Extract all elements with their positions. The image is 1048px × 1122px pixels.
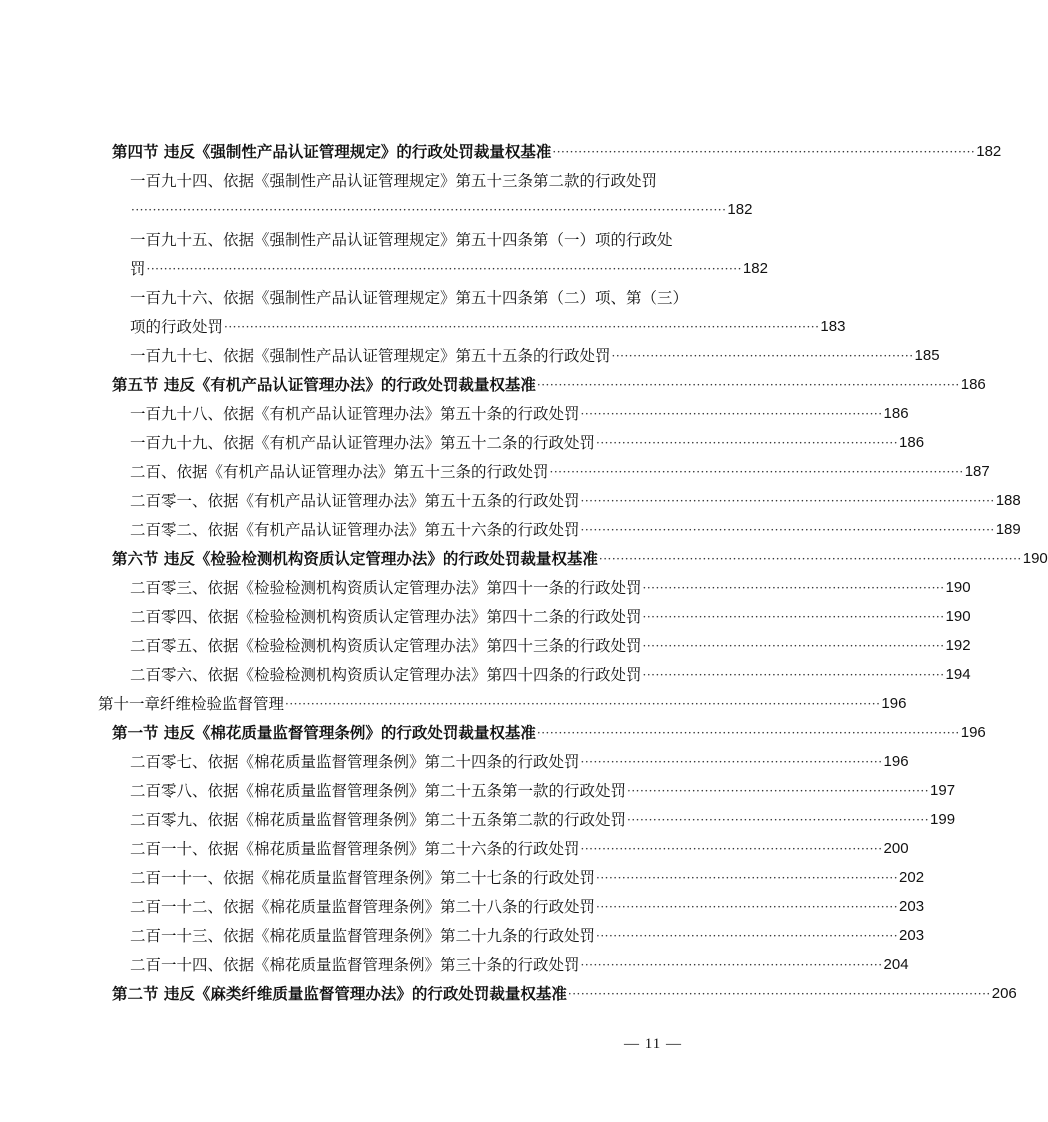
toc-entry-page: 203 xyxy=(899,898,925,915)
leader-dots: ······································································ xyxy=(642,639,945,653)
toc-entry-title: 二百零七、依据《棉花质量监督管理条例》第二十四条的行政处罚 xyxy=(130,753,580,771)
toc-entry-page: 186 xyxy=(960,376,986,393)
toc-entry-page: 189 xyxy=(995,521,1021,538)
toc-entry-page: 206 xyxy=(991,985,1017,1002)
toc-item-195-cont xyxy=(130,259,768,279)
toc-entry-title: 二百一十一、依据《棉花质量监督管理条例》第二十七条的行政处罚 xyxy=(130,869,596,887)
toc-section-4[interactable] xyxy=(112,142,1002,162)
toc-entry-page: 190 xyxy=(945,579,971,596)
leader-dots: ······································································ xyxy=(580,958,883,972)
toc-entry-title: 一百九十九、依据《有机产品认证管理办法》第五十二条的行政处罚 xyxy=(130,434,596,452)
leader-dots: ·········································································································································· xyxy=(131,203,727,217)
toc-entry-title: 一百九十七、依据《强制性产品认证管理规定》第五十五条的行政处罚 xyxy=(130,347,611,365)
toc-item-196[interactable] xyxy=(130,288,689,308)
toc-item-211[interactable] xyxy=(130,868,925,888)
toc-section-6[interactable] xyxy=(112,549,1048,569)
toc-entry-page: 202 xyxy=(899,869,925,886)
leader-dots: ·········································································································································· xyxy=(224,320,820,334)
toc-entry-title: 一百九十四、依据《强制性产品认证管理规定》第五十三条第二款的行政处罚 xyxy=(130,172,658,190)
toc-entry-page: 183 xyxy=(820,318,846,335)
toc-entry-page: 192 xyxy=(945,637,971,654)
toc-entry-page: 188 xyxy=(995,492,1021,509)
toc-entry-page: 182 xyxy=(742,260,768,277)
toc-entry-title: 二百零一、依据《有机产品认证管理办法》第五十五条的行政处罚 xyxy=(130,492,580,510)
toc-item-213[interactable] xyxy=(130,926,925,946)
toc-entry-page: 190 xyxy=(945,608,971,625)
leader-dots: ·········································································································································· xyxy=(146,262,742,276)
toc-entry-title: 二百一十、依据《棉花质量监督管理条例》第二十六条的行政处罚 xyxy=(130,840,580,858)
toc-entry-page: 194 xyxy=(945,666,971,683)
toc-entry-page: 196 xyxy=(881,695,907,712)
toc-entry-page: 182 xyxy=(976,143,1002,160)
toc-item-196-cont xyxy=(130,317,846,337)
page-number: — 11 — xyxy=(624,1036,682,1052)
toc-entry-page: 196 xyxy=(883,753,909,770)
toc-item-209[interactable] xyxy=(130,810,956,830)
toc-entry-title: 二百一十三、依据《棉花质量监督管理条例》第二十九条的行政处罚 xyxy=(130,927,596,945)
toc-item-194-cont xyxy=(130,200,753,220)
leader-dots: ·································································································· xyxy=(552,145,976,159)
toc-entry-page: 186 xyxy=(899,434,925,451)
toc-entry-title: 第二节 违反《麻类纤维质量监督管理办法》的行政处罚裁量权基准 xyxy=(112,985,567,1003)
toc-entry-title-cont: 罚 xyxy=(130,260,146,278)
toc-item-199[interactable] xyxy=(130,433,925,453)
leader-dots: ······································································ xyxy=(580,755,883,769)
toc-entry-title-cont: 项的行政处罚 xyxy=(130,318,224,336)
toc-item-201[interactable] xyxy=(130,491,1021,511)
toc-entry-page: 199 xyxy=(930,811,956,828)
toc-section-2[interactable] xyxy=(112,984,1017,1004)
toc-item-195[interactable] xyxy=(130,230,682,250)
leader-dots: ······································································ xyxy=(580,842,883,856)
toc-entry-title: 二百零六、依据《检验检测机构资质认定管理办法》第四十四条的行政处罚 xyxy=(130,666,642,684)
toc-item-202[interactable] xyxy=(130,520,1021,540)
leader-dots: ······································································ xyxy=(642,668,945,682)
toc-entry-title: 二百零二、依据《有机产品认证管理办法》第五十六条的行政处罚 xyxy=(130,521,580,539)
toc-entry-title: 一百九十八、依据《有机产品认证管理办法》第五十条的行政处罚 xyxy=(130,405,580,423)
leader-dots: ······································································ xyxy=(611,349,914,363)
toc-entry-title: 一百九十六、依据《强制性产品认证管理规定》第五十四条第（二）项、第（三） xyxy=(130,289,689,307)
toc-entry-page: 187 xyxy=(964,463,990,480)
toc-entry-page: 182 xyxy=(727,201,753,218)
toc-entry-title: 二百零三、依据《检验检测机构资质认定管理办法》第四十一条的行政处罚 xyxy=(130,579,642,597)
leader-dots: ································································································ xyxy=(580,494,995,508)
toc-entry-title: 二百一十二、依据《棉花质量监督管理条例》第二十八条的行政处罚 xyxy=(130,898,596,916)
toc-chapter-11[interactable] xyxy=(98,694,907,714)
leader-dots: ······································································ xyxy=(627,813,930,827)
toc-item-198[interactable] xyxy=(130,404,909,424)
leader-dots: ·································································································· xyxy=(598,552,1022,566)
leader-dots: ······································································ xyxy=(596,929,899,943)
toc-entry-page: 196 xyxy=(960,724,986,741)
toc-entry-title: 二百一十四、依据《棉花质量监督管理条例》第三十条的行政处罚 xyxy=(130,956,580,974)
toc-entry-page: 185 xyxy=(914,347,940,364)
toc-entry-title: 一百九十五、依据《强制性产品认证管理规定》第五十四条第（一）项的行政处 xyxy=(130,231,673,249)
toc-item-197[interactable] xyxy=(130,346,940,366)
leader-dots: ·········································································································································· xyxy=(285,697,881,711)
toc-entry-page: 203 xyxy=(899,927,925,944)
leader-dots: ·································································································· xyxy=(536,726,960,740)
leader-dots: ······································································ xyxy=(642,610,945,624)
toc-item-203[interactable] xyxy=(130,578,971,598)
leader-dots: ······································································ xyxy=(580,407,883,421)
leader-dots: ······································································ xyxy=(596,871,899,885)
toc-entry-title: 二百零五、依据《检验检测机构资质认定管理办法》第四十三条的行政处罚 xyxy=(130,637,642,655)
leader-dots: ·································································································· xyxy=(536,378,960,392)
toc-entry-title: 二百零四、依据《检验检测机构资质认定管理办法》第四十二条的行政处罚 xyxy=(130,608,642,626)
toc-item-204[interactable] xyxy=(130,607,971,627)
toc-entry-title: 第五节 违反《有机产品认证管理办法》的行政处罚裁量权基准 xyxy=(112,376,536,394)
toc-entry-page: 190 xyxy=(1022,550,1048,567)
toc-entry-title: 二百、依据《有机产品认证管理办法》第五十三条的行政处罚 xyxy=(130,463,549,481)
leader-dots: ······································································ xyxy=(642,581,945,595)
toc-entry-title: 第六节 违反《检验检测机构资质认定管理办法》的行政处罚裁量权基准 xyxy=(112,550,598,568)
toc-entry-page: 186 xyxy=(883,405,909,422)
leader-dots: ······································································ xyxy=(596,436,899,450)
toc-item-205[interactable] xyxy=(130,636,971,656)
toc-item-208[interactable] xyxy=(130,781,956,801)
toc-item-200[interactable] xyxy=(130,462,990,482)
leader-dots: ······································································ xyxy=(627,784,930,798)
toc-section-1[interactable] xyxy=(112,723,986,743)
toc-item-194[interactable] xyxy=(130,171,682,191)
toc-item-214[interactable] xyxy=(130,955,909,975)
toc-entry-title: 第一节 违反《棉花质量监督管理条例》的行政处罚裁量权基准 xyxy=(112,724,536,742)
toc-entry-title: 二百零八、依据《棉花质量监督管理条例》第二十五条第一款的行政处罚 xyxy=(130,782,627,800)
toc-entry-page: 204 xyxy=(883,956,909,973)
toc-entry-title: 二百零九、依据《棉花质量监督管理条例》第二十五条第二款的行政处罚 xyxy=(130,811,627,829)
leader-dots: ······································································ xyxy=(596,900,899,914)
toc-entry-page: 197 xyxy=(930,782,956,799)
toc-entry-title: 第十一章纤维检验监督管理 xyxy=(98,695,285,713)
toc-item-206[interactable] xyxy=(130,665,971,685)
toc-item-207[interactable] xyxy=(130,752,909,772)
toc-entry-page: 200 xyxy=(883,840,909,857)
leader-dots: ································································································ xyxy=(580,523,995,537)
toc-item-212[interactable] xyxy=(130,897,925,917)
toc-section-5[interactable] xyxy=(112,375,986,395)
leader-dots: ································································································ xyxy=(549,465,964,479)
toc-entry-title: 第四节 违反《强制性产品认证管理规定》的行政处罚裁量权基准 xyxy=(112,143,552,161)
toc-item-210[interactable] xyxy=(130,839,909,859)
leader-dots: ·································································································· xyxy=(567,987,991,1001)
